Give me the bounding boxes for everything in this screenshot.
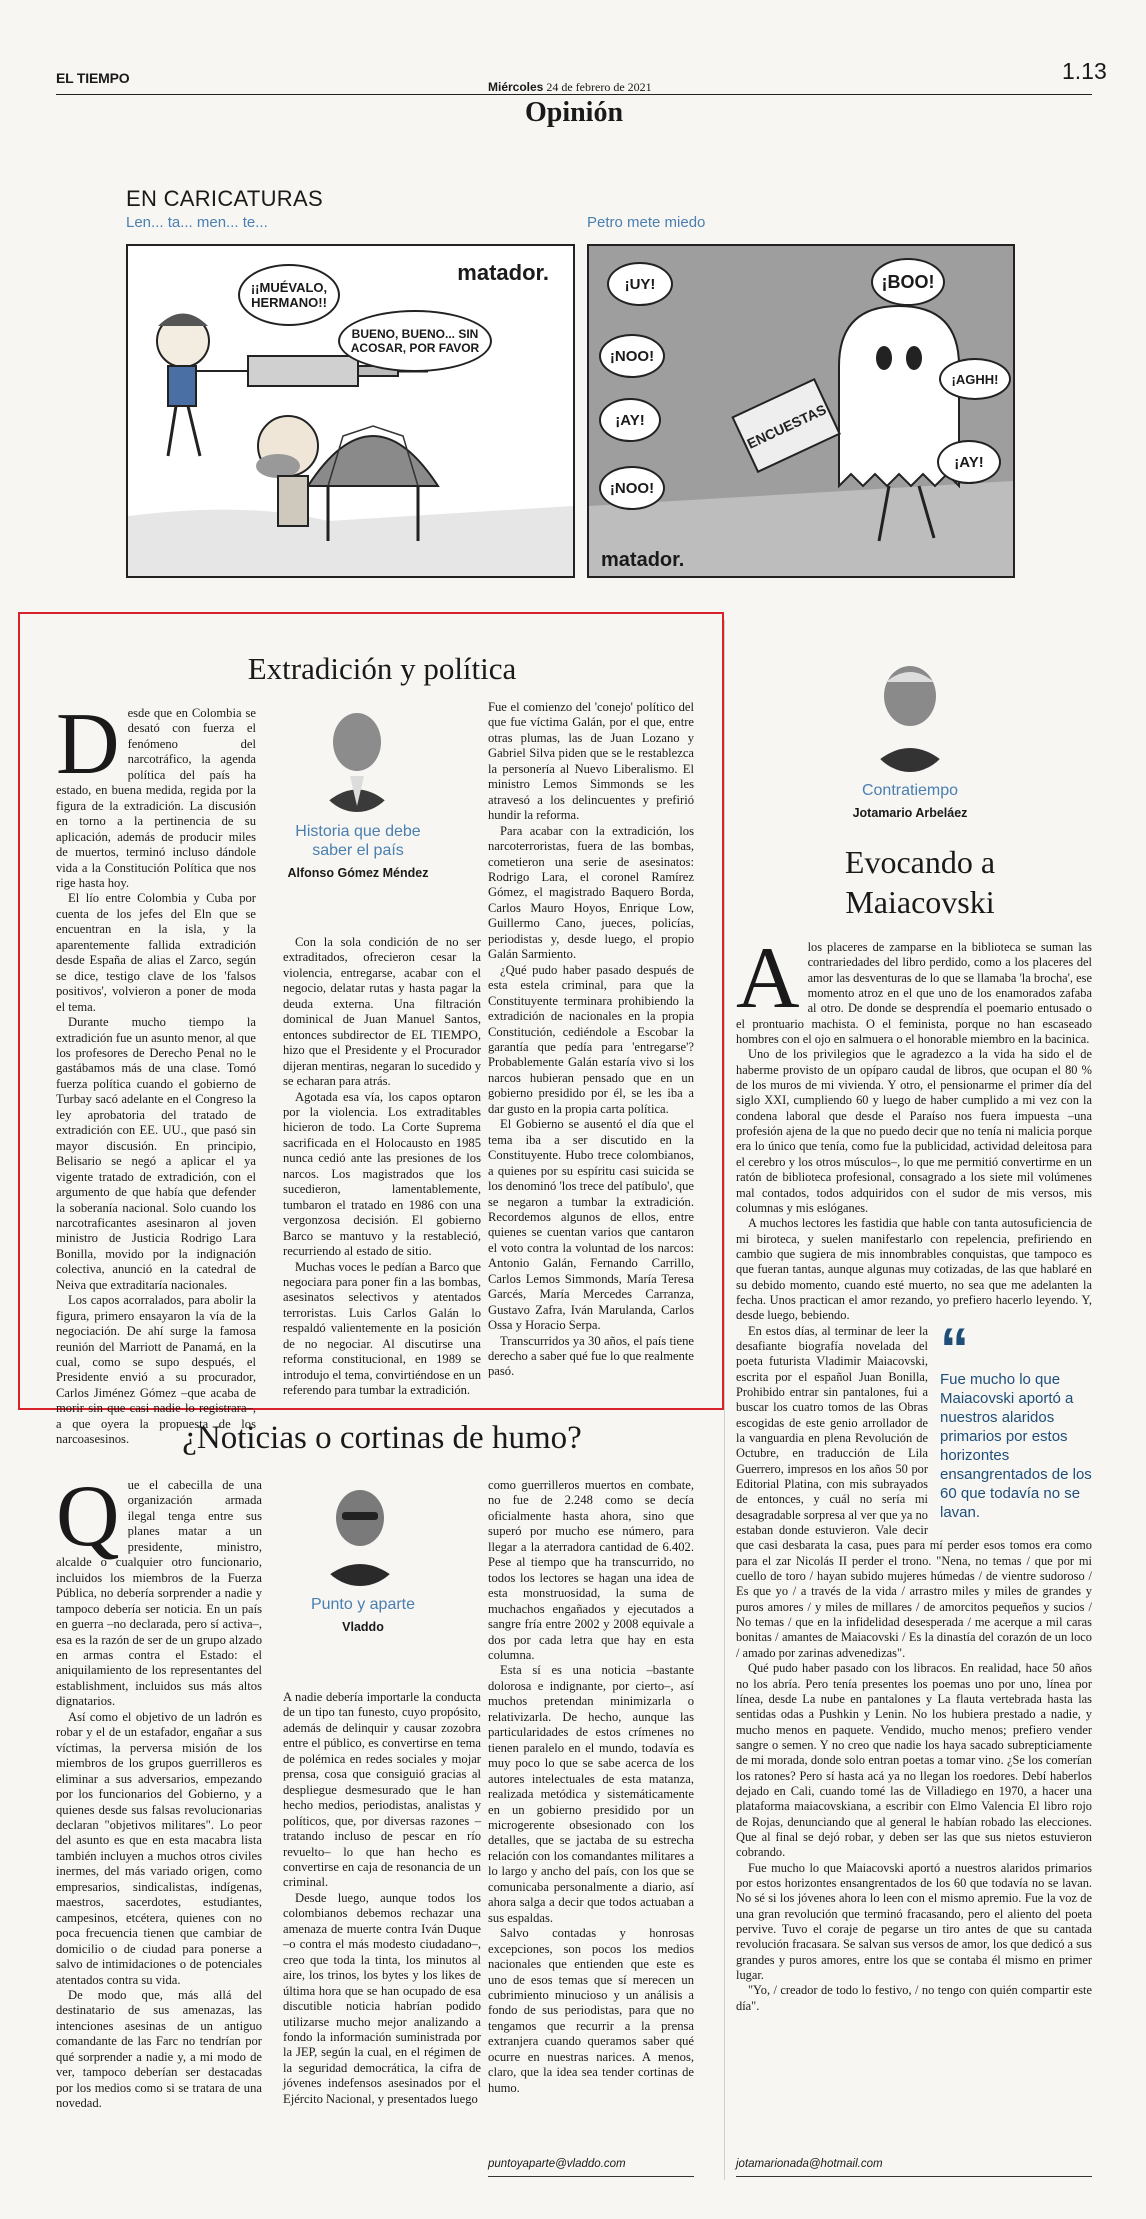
author-photo-vladdo — [312, 1476, 408, 1586]
cartoon-left-caption: Len... ta... men... te... — [126, 214, 268, 231]
article3-p7: "Yo, / creador de todo lo festivo, / no tengo con quién compartir este día". — [736, 1983, 1092, 2013]
article1-col3-p2: Para acabar con la extradición, los narcoterroristas, fuera de las bombas, cometieron una serie de asesinatos: Rodrigo Lara, el coronel Ramírez Gómez, el magistrado Baquero Borda, Carlos Mauro Hoyos, Enrique Low, Guillermo Cano, jueces, policías, periodistas y, desde luego, el propio Galán Sarmiento. — [488, 823, 694, 962]
article3-p3: A muchos lectores les fastidia que hable con tanta autosuficiencia de mi biroteca, y suelen manifestarlo con repelencia, prefiriendo en cambio que sugiera de mis innombrables conquistas, que tampoco es que fueran tantas, aunque algunas muy cotizadas, de las que hablaré en su debido momento, cuando esté muerto, no sea que me adelanten la fecha. Unos practican el amor rezando, yo prefiero hacerlo leyendo. Y, desde luego, bebiendo. — [736, 1216, 1092, 1323]
section-title: Opinión — [524, 97, 624, 128]
article2-col1-p1: ue el cabecilla de una organización armada ilegal tenga entre sus planes matar a un presidente, ministro, alcalde o cualquier otro funcionario, incluidos los miembros de la Fuerza Pública, no debería sorprender a nadie y tampoco debería ser noticia. En un país en guerra –no declarada, pero sí activa–, esa es la razón de ser de un grupo alzado en armas contra el Estado: el aniquilamiento de los representantes del establishment, incluidos sus más altos dignatarios. — [56, 1478, 262, 1709]
article1-col1 — [56, 696, 256, 1448]
cartoon-left-signature: matador. — [457, 260, 549, 285]
article2-col3 — [488, 1478, 694, 2096]
cartoon-right-signature: matador. — [601, 549, 685, 571]
article1-col1-p1: esde que en Colombia se desató con fuerza el fenómeno del narcotráfico, la agenda política del país ha estado, en buena medida, regida por la figura de la extradición. La discusión en torno a la pertinencia de su aplicación, además de producir miles de muertos, terminó incluso dándole vida a la Constitución Política que nos rige hasta hoy. — [56, 706, 256, 890]
article2-email-rule — [488, 2176, 694, 2177]
column-divider — [724, 620, 725, 2180]
article2-dropcap: Q — [56, 1468, 120, 1565]
page-number: 1.13 — [1062, 58, 1107, 84]
article3-email-rule — [736, 2176, 1092, 2177]
article1-col2 — [283, 935, 481, 1399]
article2-col1 — [56, 1468, 262, 2112]
article1-col1-p3: Durante mucho tiempo la extradición fue un asunto menor, al que los profesores de Derecho Penal no le gastábamos más de una clase. Tomó fuerza política cuando el gobierno de Turbay sacó adelante en el Congreso la ley aprobatoria del tratado de extradición con EE. UU., que pasó sin mayor discusión. En principio, Belisario se negó a aplicar el ya vigente tratado de extradición, con el argumento de que había que defender la soberanía nacional. Solo cuando los narcotraficantes asesinaron al joven ministro de Justicia Rodrigo Lara Bonilla, movido por la indignación colectiva, anunció en la catedral de Neiva que extraditaría nacionales. — [56, 1015, 256, 1292]
article1-col3-p3: ¿Qué pudo haber pasado después de esta estela criminal, para que la Constituyente terminara prohibiendo la extradición de nacionales en la propia Constitución, cediéndole a Escobar la garantía que pedía para 'entregarse'? Probablemente Galán estaría vivo si los narcos hubieran pensado que en un gobierno presidido por él, se les iba a dar gusto en la propia carta política. — [488, 962, 694, 1116]
article3-p6: Fue mucho lo que Maiacovski aportó a nuestros alaridos primarios por estos horizontes ensangrentados de los 60 que todavía no se lavan. No sé si los jóvenes ahora lo leen con el mismo apremio. Fue la voz de una gran revolución que terminó fracasando, pero el aliento del poeta pervive. Tuvo el coraje de pegarse un tiro antes de que su cantada revolución fracasara. Se salvan sus versos de amor, los que dedicó a sus grandes y puros amores, entre los que se contaba él mismo en primer lugar. — [736, 1860, 1092, 1983]
article3-p4: En estos días, al terminar de leer la desafiante biografía novelada del poeta futurista Vladimir Maiacovski, escrita por el español Juan Bonilla, Prohibido entrar sin pantalones, fui a buscar los cuatro tomos de las Obras escogidas de este genio arrollador de la vanguardia en plena Revolución de Octubre, en traducción de Lila Guerrero, impresos en los años 50 por Editorial Platina, con mis subrayados de entonces, y cuál no sería mi desagradable sorpresa al ver que ya no estaban donde estuvieron. Vale decir que casi desbarata la casa, pues para mí perder esos tomos era como para el zar Nicolás II perder el trono. "Nena, no temas / que por mi cuello de toro / hayan subido mujeres húmedas / de vientre sudoroso / Es que yo / a través de la vida / arrastro miles y miles de grandes y puros amores / y miles de millares / de amorcitos pequeños y sucios / No temas / que en la infidelidad desesperada / me acerque a mil caras bonitas / amantes de Maiacovski / Es la dinastía del corazón de un loco / amado por zarinas advenedizas". — [736, 1323, 1092, 1660]
article2-col3-p2: Esta sí es una noticia –bastante dolorosa e indignante, por cierto–, así muchos pretendan minimizarla o relativizarla. De hecho, aunque las particularidades de estos crímenes no tienen paralelo en el mundo, todavía es muy poco lo que se sabe acerca de los autores intelectuales de esta matanza, realizada metódica y sistemáticamente en un gobierno presidido por un microgerente obsesionado con los detalles, que se jactaba de su estrecha relación con los comandantes militares a lo largo y ancho del país, con los que se comunicaba personalmente a diario, así ahora salga a decir que todos actuaban a sus espaldas. — [488, 1663, 694, 1925]
author-photo-arbelaez — [862, 652, 958, 772]
brand-logo: EL TIEMPO — [56, 70, 130, 86]
cartoon-right-bubble-boo: ¡BOO! — [871, 258, 945, 306]
cartoon-right — [587, 244, 1015, 578]
cartoon-right-bubble-noo-1: ¡NOO! — [599, 334, 665, 378]
article1-title: Extradición y política — [247, 651, 517, 686]
article1-col3-p1: Fue el comienzo del 'conejo' político del que fue víctima Galán, por el que, entre otras plumas, las de Juan Lozano y Gabriel Silva piden que se le restablezca la personería al Nuevo Liberalismo. El ministro Lemos Simmonds se les atravesó a los delincuentes y prefirió hundir la reforma. — [488, 700, 694, 823]
article3-column-name: Contratiempo — [861, 782, 959, 799]
cartoon-right-bubble-aghh: ¡AGHH! — [939, 358, 1011, 400]
cartoons-heading: EN CARICATURAS — [126, 186, 323, 211]
cartoon-right-bubble-ay-2: ¡AY! — [937, 440, 1001, 484]
article2-col3-p1: como guerrilleros muertos en combate, no fue de 2.248 como se decía oficialmente hasta ahora, sino que superó por mucho ese número, para llegar a la aterradora cantidad de 6.402. Pese al tiempo que ha transcurrido, no todos los lectores se hagan una idea de esta monstruosidad, la suma de muchachos engañados y ejecutados a sangre fría entre 2002 y 2008 equivale a dos por cada letra que hay en esta columna. — [488, 1478, 694, 1662]
article2-title: ¿Noticias o cortinas de humo? — [182, 1420, 582, 1456]
cartoon-left-drawing — [128, 246, 573, 576]
cartoon-left — [126, 244, 575, 578]
date-text: 24 de febrero de 2021 — [546, 80, 652, 94]
cartoon-right-bubble-ay-1: ¡AY! — [599, 398, 661, 442]
author-photo-gomez — [312, 702, 402, 812]
article1-col3-p4: El Gobierno se ausentó el día que el tema iba a ser discutido en la Constituyente. Hubo trece colombianos, a quienes por su espíritu casi suicida se los denominó 'los trece del patíbulo', que se negaron a tumbar la extradición. Recordemos algunos de ellos, entre quienes se cuentan varios que cantaron el voto contra la voluntad de los narcos: Antonio Galán, Fernando Carrillo, Carlos Lemos Simmonds, María Teresa Garcés, María Mercedes Carranza, Gustavo Zafra, Iván Marulanda, Carlos Ossa y Horacio Serpa. — [488, 1117, 694, 1333]
cartoon-left-bubble-2: BUENO, BUENO... SIN ACOSAR, POR FAVOR — [338, 310, 492, 372]
article1-col2-p1: Con la sola condición de no ser extraditados, ofrecieron cesar la violencia, entregarse, acabar con el negocio, delatar rutas y hasta pagar la deuda externa. Una filtración dominical de Juan Manuel Santos, entonces subdirector de EL TIEMPO, hizo que el Presidente y el Procurador dijeran mentiras, negaran lo sucedido y se echaran para atrás. — [283, 935, 481, 1089]
article1-col1-p4: Los capos acorralados, para abolir la figura, primero ensayaron la vía de la negociación. De ahí surge la famosa reunión del Marriott de Panamá, en la cual, como se supo después, el Presidente envió a su procurador, Carlos Jiménez Gómez –que acaba de morir sin que casi nadie lo registrara–, a que oyera la propuesta de los narcoasesinos. — [56, 1293, 256, 1447]
article3-p5: Qué pudo haber pasado con los libracos. En realidad, hace 50 años no los abría. Pero tenía presentes los poemas uno por uno, línea por línea, desde La nube en pantalones y La flauta vertebrada hasta las sentidas odas a Pushkin y Lenin. No los hubiera prestado a nadie, y mucho menos en paquete. Vendido, mucho menos; prefiero vender sangre o semen. Y no creo que nadie los haya sacado subrepticiamente de mi morada, donde solo entran poetas a tomar vino. ¿Se los comerían los ratones? Pero sí hasta acá ya no llegan los roedores. Debí haberlos dejado en Cali, cuando tomé las de Villadiego en 1970, a hacer una plataforma maiacovskiana, a escribir con Elmo Valencia El libro rojo de Rojas, denunciando que al general le habían robado las elecciones. Que al final se dejó robar, y deben ser las que sus nietos estuvieron cobrando. — [736, 1661, 1092, 1860]
article2-author: Vladdo — [342, 1620, 384, 1634]
masthead-rule — [56, 94, 1092, 95]
article3-col — [736, 930, 1092, 2014]
cartoon-right-bubble-uy: ¡UY! — [607, 262, 673, 306]
article1-column-name: Historia que debe saber el país — [295, 823, 421, 859]
article1-col3 — [488, 700, 694, 1380]
quote-mark-icon: “ — [940, 1316, 969, 1382]
article3-dropcap: A — [736, 930, 800, 1027]
cartoon-right-caption: Petro mete miedo — [587, 214, 706, 231]
article2-email: puntoyaparte@vladdo.com — [488, 2158, 626, 2170]
article3-pullquote: Fue mucho lo que Maiacovski aportó a nuestros alaridos primarios por estos horizontes ensangrentados de los 60 que todavía no se lavan. — [940, 1370, 1092, 1521]
article3-email: jotamarionada@hotmail.com — [736, 2158, 883, 2170]
article3-p1: los placeres de zamparse en la biblioteca se suman las contrariedades del libro perdido, como a los placeres del amor las desventuras de lo que se llamaba 'la brocha', ese momento atroz en el que uno de los enamorados zafaba al otro. De donde se desprendía el poemario entusado o el prontuario machista. O el feminista, porque no han escaseado hombres con el ojo en salmuera o el honorable miembro en la bacinica. — [736, 940, 1092, 1047]
article1-author: Alfonso Gómez Méndez — [287, 866, 429, 880]
article1-col2-p2: Agotada esa vía, los capos optaron por la violencia. Los extraditables hicieron de todo. La Corte Suprema sacrificada en el Holocausto en 1985 nunca cedió ante las presiones de los narcos. Los magistrados que los sucedieron, lamentablemente, tumbaron el tratado en 1986 con una vergonzosa decisión. El gobierno Barco se mantuvo y la restableció, recurriendo al estado de sitio. — [283, 1089, 481, 1259]
article3-title: Evocando a Maiacovski — [844, 844, 996, 920]
article3-author: Jotamario Arbeláez — [852, 806, 968, 820]
article2-col1-p2: Así como el objetivo de un ladrón es robar y el de un estafador, engañar a sus víctimas, la perversa misión de los miembros de los grupos guerrilleros es eliminar a sus adversarios, empezando por los funcionarios del Gobierno, y a quienes desde sus falsas revolucionarias declaran "objetivos militares". Lo peor del asunto es que en esta macabra lista también incluyen a muchos otros civiles inermes, del más variado origen, como empresarios, sindicalistas, indígenas, maestros, sacerdotes, estudiantes, campesinos, etcétera, quienes con no poca frecuencia tienen que cambiar de domicilio o de ciudad para ponerse a salvo de intimidaciones o de potenciales atentados contra su vida. — [56, 1709, 262, 1987]
article1-dropcap: D — [56, 696, 120, 793]
article2-column-name: Punto y aparte — [310, 1596, 416, 1613]
article1-col2-p3: Muchas voces le pedían a Barco que negociara para poner fin a las bombas, asesinatos selectivos y atentados terroristas. Luis Carlos Galán lo respaldó valientemente en la posición de no negociar. Al discutirse una reforma constitucional, en 1989 se introdujo el tema, convirtiéndose en un referendo para tumbar la extradición. — [283, 1259, 481, 1398]
article2-col2-p1: A nadie debería importarle la conducta de un tipo tan funesto, cuyo propósito, además de delinquir y causar zozobra entre el público, es convertirse en tema de polémica en redes sociales y mojar prensa, cosa que consiguió gracias al despliegue desmesurado que le han hecho medios, periodistas, analistas y políticos, que, por diversas razones –tratando incluso de pescar en río revuelto– lo que han hecho es convertirse en caja de resonancia de un criminal. — [283, 1690, 481, 1890]
article1-col3-p5: Transcurridos ya 30 años, el país tiene derecho a saber qué fue lo que realmente pasó. — [488, 1333, 694, 1379]
cartoon-right-box-label: ENCUESTAS — [744, 401, 829, 452]
cartoon-right-bubble-noo-2: ¡NOO! — [599, 466, 665, 510]
article3-pullquote-box — [940, 1316, 1092, 1522]
article2-col2-p2: Desde luego, aunque todos los colombianos debemos rechazar una amenaza de muerte contra Iván Duque –o contra el más modesto ciudadano–, creo que toda la tinta, los minutos al aire, los trinos, los bytes y los likes de última hora que se han ocupado de esa discutible noticia habrían podido utilizarse mucho mejor analizando a fondo la información suministrada por la JEP, según la cual, en el régimen de la seguridad democrática, la cifra de jóvenes indefensos asesinados por el Ejército Nacional, y presentados luego — [283, 1890, 481, 2106]
date-day: Miércoles — [488, 80, 544, 94]
article1-col1-p2: El lío entre Colombia y Cuba por cuenta de los jefes del Eln que se encuentran en la isla, y la aparentemente fallida extradición desde España de alias el Zarco, según se dice, testigo clave de los 'falsos positivos', volvieron a poner de moda el tema. — [56, 891, 256, 1014]
date-line — [488, 80, 652, 95]
article2-col3-p3: Salvo contadas y honrosas excepciones, son pocos los medios nacionales que entienden que este es uno de esos temas que sí merecen un cubrimiento minucioso y un análisis a fondo de sus periodistas, para que no tengamos que recurrir a la prensa extranjera cuando queramos saber qué ocurre en nuestras narices. A menos, claro, que la idea sea tender cortinas de humo. — [488, 1926, 694, 2095]
article2-col1-p3: De modo que, más allá del destinatario de sus amenazas, las intenciones asesinas de un antiguo comandante de las Farc no tendrían por qué sorprender a nadie y, a mi modo de ver, tampoco deberían ser destacadas por los medios como si se tratara de una novedad. — [56, 1987, 262, 2111]
article2-col2 — [283, 1690, 481, 2107]
article3-p2: Uno de los privilegios que le agradezco a la vida ha sido el de haberme provisto de un opíparo caudal de libros, que ocupan el 80 % de los muros de mi vivienda. Y otro, el pensionarme el primer día del siglo XXI, cumpliendo 60 y luego de haber cumplido a mi vez con la condena laboral que desde el Paraíso nos fuera impuesta –una profesión ajena de la que no puedo decir que no tenía ni malicia porque era lo único que tenía, como fue la publicidad, actividad deleitosa para el cerebro y los otros músculos–, lo que me permitió convertirme en un ratón de biblioteca profesional, consagrado a los siete mil volúmenes mal contados, todos adquiridos con el sudor de mis versos, mis columnas y mis eslóganes. — [736, 1047, 1092, 1215]
cartoon-left-bubble-1: ¡¡MUÉVALO, HERMANO!! — [238, 264, 340, 326]
